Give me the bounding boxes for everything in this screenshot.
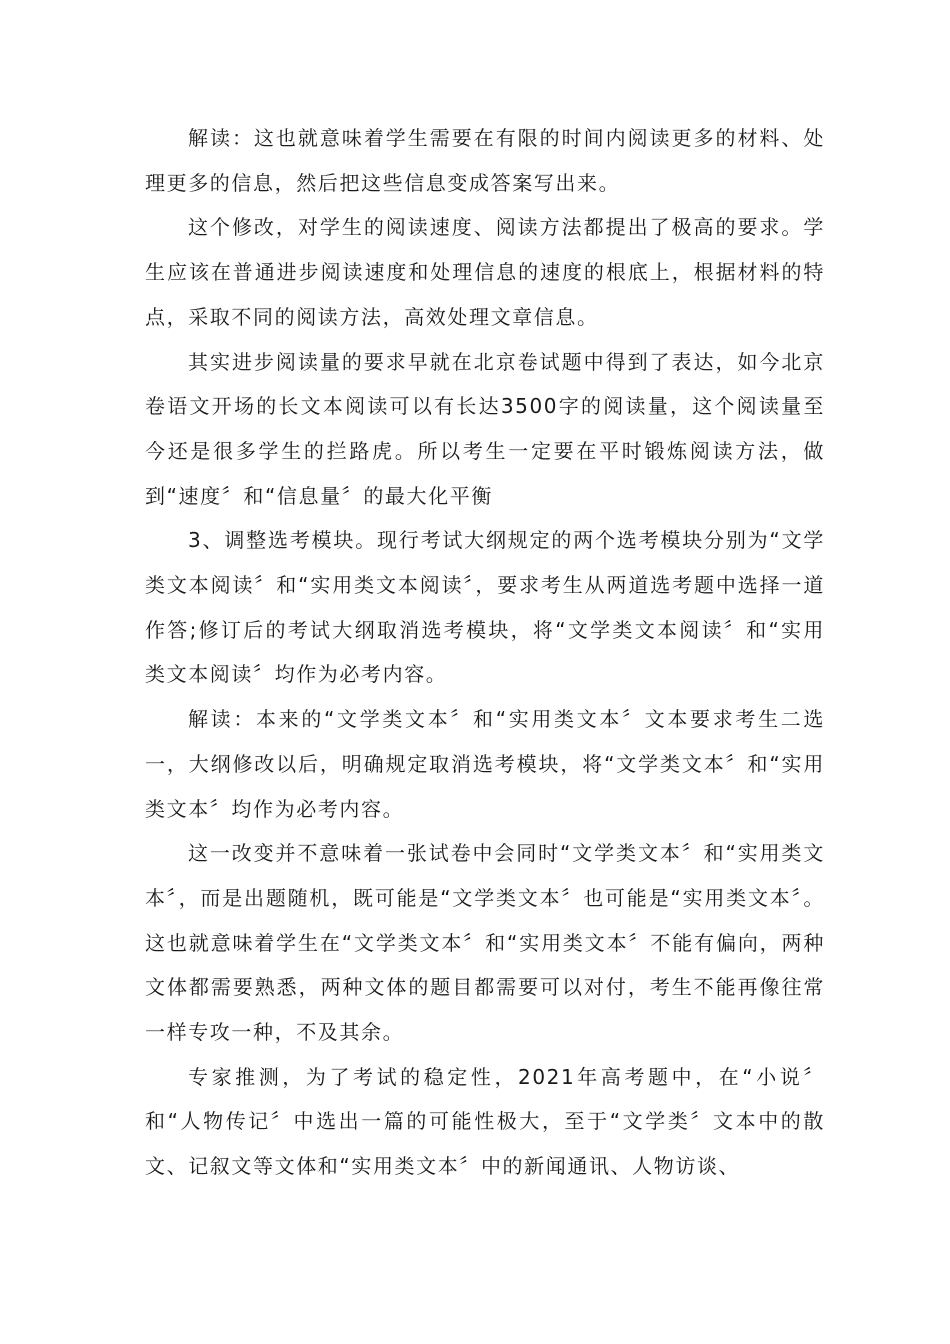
paragraph-random-text-type: 这一改变并不意味着一张试卷中会同时“文学类文本〞和“实用类文本〞，而是出题随机，既可能是“文学类文本〞也可能是“实用类文本〞。这也就意味着学生在“文学类文本〞和“实用类文本〞不能有偏向，两种文体都需要熟悉，两种文体的题目都需要可以对付，考生不能再像往常一样专攻一种，不及其余。 [145, 841, 826, 1045]
document-body [145, 116, 825, 1189]
paragraph-expert-prediction: 专家推测，为了考试的稳定性，2021年高考题中，在“小说〞和“人物传记〞中选出一篇的可能性极大，至于“文学类〞文本中的散文、记叙文等文体和“实用类文本〞中的新闻通讯、人物访谈、 [145, 1064, 825, 1179]
paragraph-elective-module-adjustment: 3、调整选考模块。现行考试大纲规定的两个选考模块分别为“文学类文本阅读〞和“实用类文本阅读〞，要求考生从两道选考题中选择一道作答;修订后的考试大纲取消选考模块，将“文学类文本阅读〞和“实用类文本阅读〞均作为必考内容。 [145, 528, 825, 687]
paragraph-reading-interpretation-2: 解读：本来的“文学类文本〞和“实用类文本〞文本要求考生二选一，大纲修改以后，明确规定取消选考模块，将“文学类文本〞和“实用类文本〞均作为必考内容。 [145, 707, 825, 821]
paragraph-beijing-reading-volume: 其实进步阅读量的要求早就在北京卷试题中得到了表达，如今北京卷语文开场的长文本阅读可以有长达3500字的阅读量，这个阅读量至今还是很多学生的拦路虎。所以考生一定要在平时锻炼阅读方法，做到“速度〞和“信息量〞的最大化平衡 [145, 349, 825, 508]
paragraph-reading-interpretation-1: 解读：这也就意味着学生需要在有限的时间内阅读更多的材料、处理更多的信息，然后把这些信息变成答案写出来。 [145, 126, 825, 195]
paragraph-reading-speed-requirement: 这个修改，对学生的阅读速度、阅读方法都提出了极高的要求。学生应该在普通进步阅读速度和处理信息的速度的根底上，根据材料的特点，采取不同的阅读方法，高效处理文章信息。 [145, 215, 825, 329]
